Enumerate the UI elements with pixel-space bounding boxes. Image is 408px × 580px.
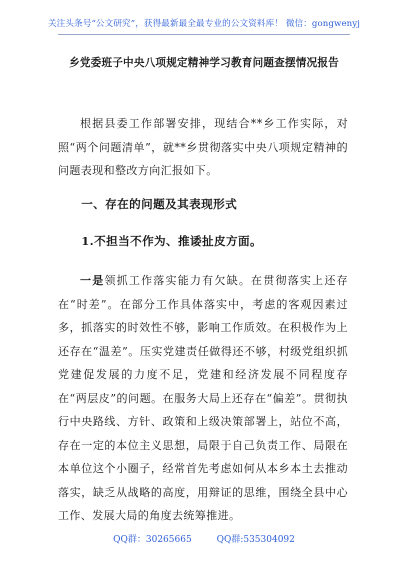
body-paragraph: [58, 269, 348, 528]
footer-qq-group-2: QQ群:535304092: [216, 535, 295, 545]
sub-heading: 1.不担当不作为、推诿扯皮方面。: [81, 234, 263, 248]
header-divider: [58, 34, 350, 35]
section-heading: 一、存在的问题及其表现形式: [81, 197, 238, 211]
footer-qq-group-1: QQ群：30265665: [113, 535, 192, 545]
header-banner: 关注头条号“公文研究”，获得最新最全最专业的公文资料库！ 微信：gongwenyj: [47, 19, 361, 29]
document-title: 乡党委班子中央八项规定精神学习教育问题查摆情况报告: [69, 57, 339, 69]
paragraph-text: 领抓工作落实能力有欠缺。在贯彻落实上还存在“时差”。在部分工作具体落实中，考虑的客观因素过多，抓落实的时效性不够，影响工作质效。在积极作为上还存在“温差”。压实党建责任做得还不够，村级党组织抓党建促发展的力度不足，党建和经济发展不同程度存在“两层皮”的问题。在服务大局上还存在“偏差”。贯彻执行中央路线、方针、政策和上级决策部署上，站位不高，存在一定的本位主义思想，局限于自己负责工作、局限在本单位这个小圈子，经常首先考虑如何从本乡本土去推动落实，缺乏从战略的高度，用辩证的思维，围绕全县中心工作、发展大局的角度去统筹推进。: [58, 274, 348, 522]
paragraph-lead: 一是: [80, 274, 105, 287]
footer-contact: [0, 532, 408, 545]
intro-paragraph: 根据县委工作部署安排，现结合**乡工作实际，对照“两个问题清单”，就**乡贯彻落实中央八项规定精神的问题表现和整改方向汇报如下。: [58, 117, 348, 177]
